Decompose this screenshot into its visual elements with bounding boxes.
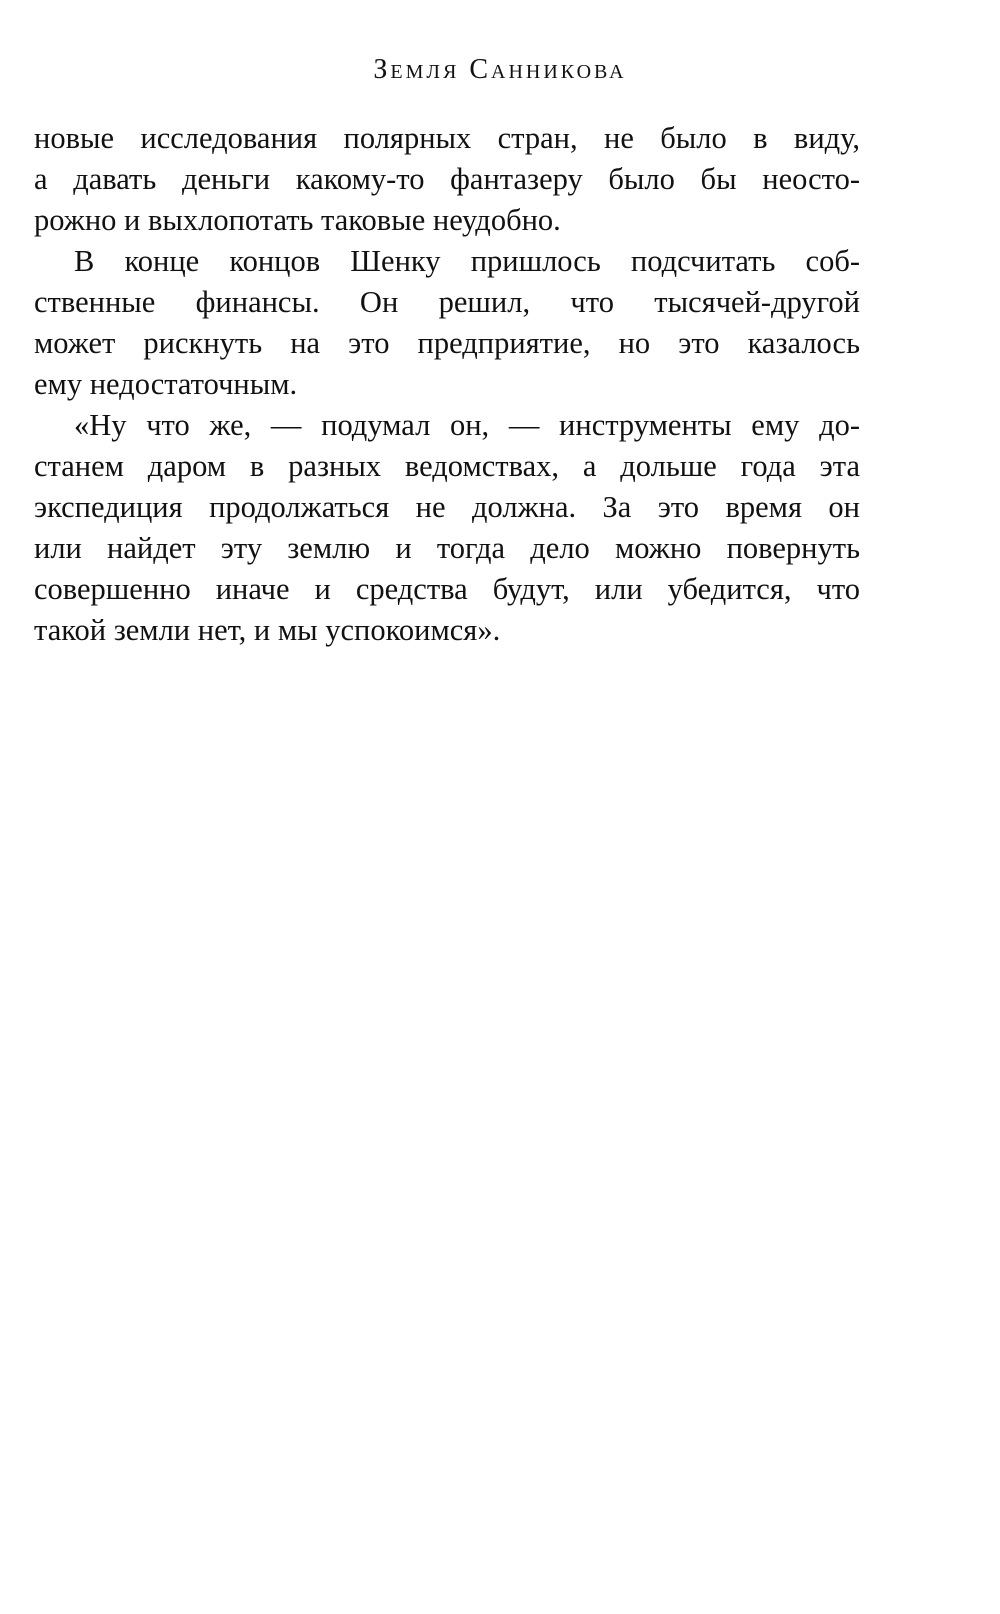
text-line: а давать деньги какому-то фантазеру было бы неосто- <box>34 162 860 196</box>
text-line: или найдет эту землю и тогда дело можно повернуть <box>34 531 860 565</box>
text-line: рожно и выхлопотать таковые неудобно. <box>34 203 561 237</box>
text-line: станем даром в разных ведомствах, а дольше года эта <box>34 449 860 483</box>
text-line: ственные финансы. Он решил, что тысячей-другой <box>34 285 860 319</box>
text-line: экспедиция продолжаться не должна. За это время он <box>34 490 860 524</box>
body-text <box>34 118 860 651</box>
text-line: такой земли нет, и мы успокоимся». <box>34 613 501 647</box>
text-line: «Ну что же, — подумал он, — инструменты ему до- <box>74 408 860 442</box>
running-head-title: Земля Санникова <box>373 54 627 85</box>
text-line: ему недостаточным. <box>34 367 298 401</box>
text-line: может рискнуть на это предприятие, но это казалось <box>34 326 860 360</box>
text-line: В конце концов Шенку пришлось подсчитать соб- <box>74 244 860 278</box>
text-line: совершенно иначе и средства будут, или убедится, что <box>34 572 860 606</box>
text-line: новые исследования полярных стран, не было в виду, <box>34 121 860 155</box>
